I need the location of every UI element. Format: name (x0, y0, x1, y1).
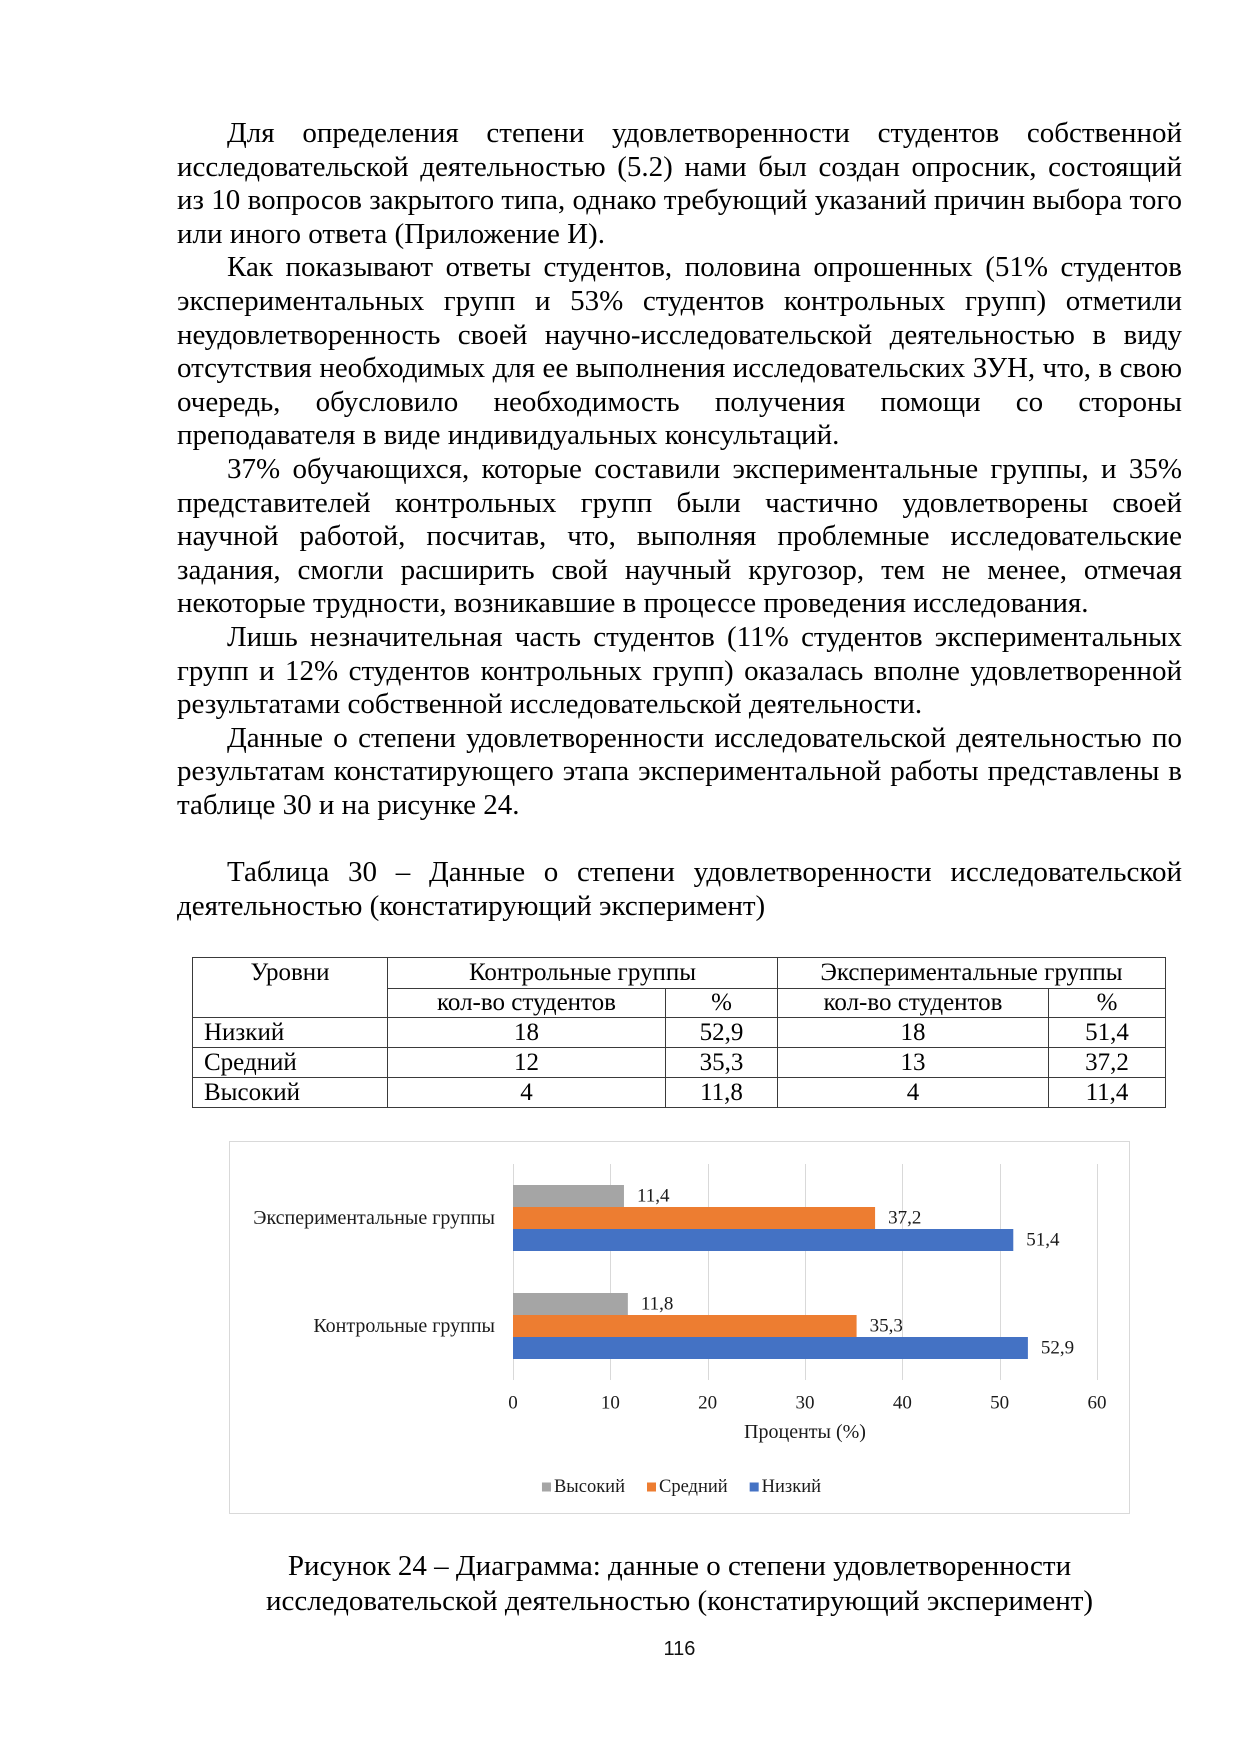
legend-swatch (647, 1483, 656, 1492)
header-experimental-percent: % (1049, 989, 1166, 1018)
paragraph (177, 117, 1182, 251)
cell-level: Низкий (193, 1018, 388, 1048)
data-label: 37,2 (888, 1207, 922, 1229)
paragraph (177, 722, 1182, 823)
legend-label: Низкий (761, 1477, 822, 1497)
cell-experimental-count: 13 (778, 1048, 1049, 1078)
legend-swatch (750, 1483, 759, 1492)
legend-label: Средний (659, 1477, 728, 1497)
body-text (177, 117, 1182, 923)
text-line: задания, смогли расширить свой научный кругозор, тем не менее, отмечая (177, 553, 1182, 586)
table-row (193, 1018, 1166, 1048)
blank-line (177, 822, 1182, 856)
cell-experimental-percent: 11,4 (1049, 1078, 1166, 1108)
bar-high (513, 1293, 628, 1315)
header-control-count: кол-во студентов (388, 989, 666, 1018)
text-line: научной работой, посчитав, что, выполняя проблемные исследовательские (177, 520, 1182, 553)
x-axis-title: Проценты (%) (744, 1421, 866, 1443)
cell-experimental-count: 4 (778, 1078, 1049, 1108)
text-line: групп и 12% студентов контрольных групп) оказалась вполне удовлетворенной (177, 654, 1182, 687)
paragraph (177, 453, 1182, 621)
text-line: таблице 30 и на рисунке 24. (177, 788, 520, 821)
x-tick-label: 0 (508, 1392, 518, 1414)
bar-low (513, 1337, 1028, 1359)
text-line: Как показывают ответы студентов, половина опрошенных (51% студентов (227, 251, 1182, 284)
cell-control-count: 4 (388, 1078, 666, 1108)
text-line: из 10 вопросов закрытого типа, однако требующий указаний причин выбора того (177, 184, 1182, 217)
cell-control-count: 12 (388, 1048, 666, 1078)
table-header-row (193, 958, 1166, 989)
legend-label: Высокий (553, 1477, 625, 1497)
text-line: Для определения степени удовлетворенности студентов собственной (227, 117, 1182, 149)
cell-level: Высокий (193, 1078, 388, 1108)
table-caption-line: деятельностью (констатирующий эксперимент) (177, 889, 766, 922)
text-line: результатами собственной исследовательской деятельности. (177, 688, 923, 721)
cell-experimental-percent: 37,2 (1049, 1048, 1166, 1078)
page-number: 116 (663, 1638, 696, 1660)
table-row (193, 1048, 1166, 1078)
bar-medium (513, 1315, 857, 1337)
paragraph (177, 251, 1182, 453)
bar-chart (229, 1141, 1130, 1514)
x-tick-label: 60 (1087, 1392, 1107, 1414)
chart-svg (229, 1141, 1130, 1514)
bar-high (513, 1185, 624, 1207)
cell-control-percent: 11,8 (666, 1078, 778, 1108)
text-line: некоторые трудности, возникавшие в процессе проведения исследования. (177, 587, 1089, 620)
satisfaction-table (192, 957, 1166, 1108)
text-line: экспериментальных групп и 53% студентов контрольных групп) отметили (177, 284, 1182, 317)
figure-caption-line: исследовательской деятельностью (констатирующий эксперимент) (265, 1584, 1094, 1617)
text-line: или иного ответа (Приложение И). (177, 217, 605, 250)
header-experimental-groups: Экспериментальные группы (778, 958, 1166, 989)
text-line: отсутствия необходимых для ее выполнения исследовательских ЗУН, что, в свою (177, 352, 1182, 385)
category-label: Контрольные группы (313, 1315, 495, 1337)
table-caption-line: Таблица 30 – Данные о степени удовлетворенности исследовательской (227, 856, 1182, 889)
header-control-percent: % (666, 989, 778, 1018)
x-tick-label: 20 (698, 1392, 718, 1414)
legend-swatch (542, 1483, 551, 1492)
cell-control-count: 18 (388, 1018, 666, 1048)
data-label: 11,8 (640, 1293, 674, 1315)
data-label: 51,4 (1026, 1229, 1060, 1251)
bar-medium (513, 1207, 875, 1229)
text-line: представителей контрольных групп были частично удовлетворены своей (177, 486, 1182, 519)
data-label: 52,9 (1040, 1337, 1075, 1359)
text-line: исследовательской деятельностью (5.2) нами был создан опросник, состоящий (177, 150, 1182, 183)
text-line: неудовлетворенность своей научно-исследовательской деятельностью в виду (177, 318, 1182, 351)
cell-experimental-percent: 51,4 (1049, 1018, 1166, 1048)
category-label: Экспериментальные группы (253, 1207, 495, 1229)
x-tick-label: 50 (990, 1392, 1010, 1414)
table-caption (177, 856, 1182, 923)
figure-caption (177, 1549, 1182, 1618)
header-experimental-count: кол-во студентов (778, 989, 1049, 1018)
text-line: очередь, обусловило необходимость получения помощи со стороны (177, 385, 1182, 418)
cell-level: Средний (193, 1048, 388, 1078)
text-line: Лишь незначительная часть студентов (11% студентов экспериментальных (227, 620, 1182, 653)
table-row (193, 1078, 1166, 1108)
cell-control-percent: 52,9 (666, 1018, 778, 1048)
cell-experimental-count: 18 (778, 1018, 1049, 1048)
figure-caption-line: Рисунок 24 – Диаграмма: данные о степени удовлетворенности (287, 1550, 1072, 1582)
x-tick-label: 10 (600, 1392, 620, 1414)
text-line: Данные о степени удовлетворенности исследовательской деятельностью по (227, 721, 1182, 754)
text-line: результатам констатирующего этапа экспериментальной работы представлены в (177, 755, 1182, 788)
data-label: 11,4 (636, 1185, 670, 1207)
text-line: преподавателя в виде индивидуальных консультаций. (177, 419, 840, 452)
bar-low (513, 1229, 1013, 1251)
text-line: 37% обучающихся, которые составили экспериментальные группы, и 35% (227, 452, 1182, 485)
header-levels: Уровни (193, 958, 388, 1018)
cell-control-percent: 35,3 (666, 1048, 778, 1078)
x-tick-label: 30 (795, 1392, 815, 1414)
data-label: 35,3 (869, 1315, 903, 1337)
paragraph (177, 621, 1182, 722)
x-tick-label: 40 (892, 1392, 912, 1414)
header-control-groups: Контрольные группы (388, 958, 778, 989)
